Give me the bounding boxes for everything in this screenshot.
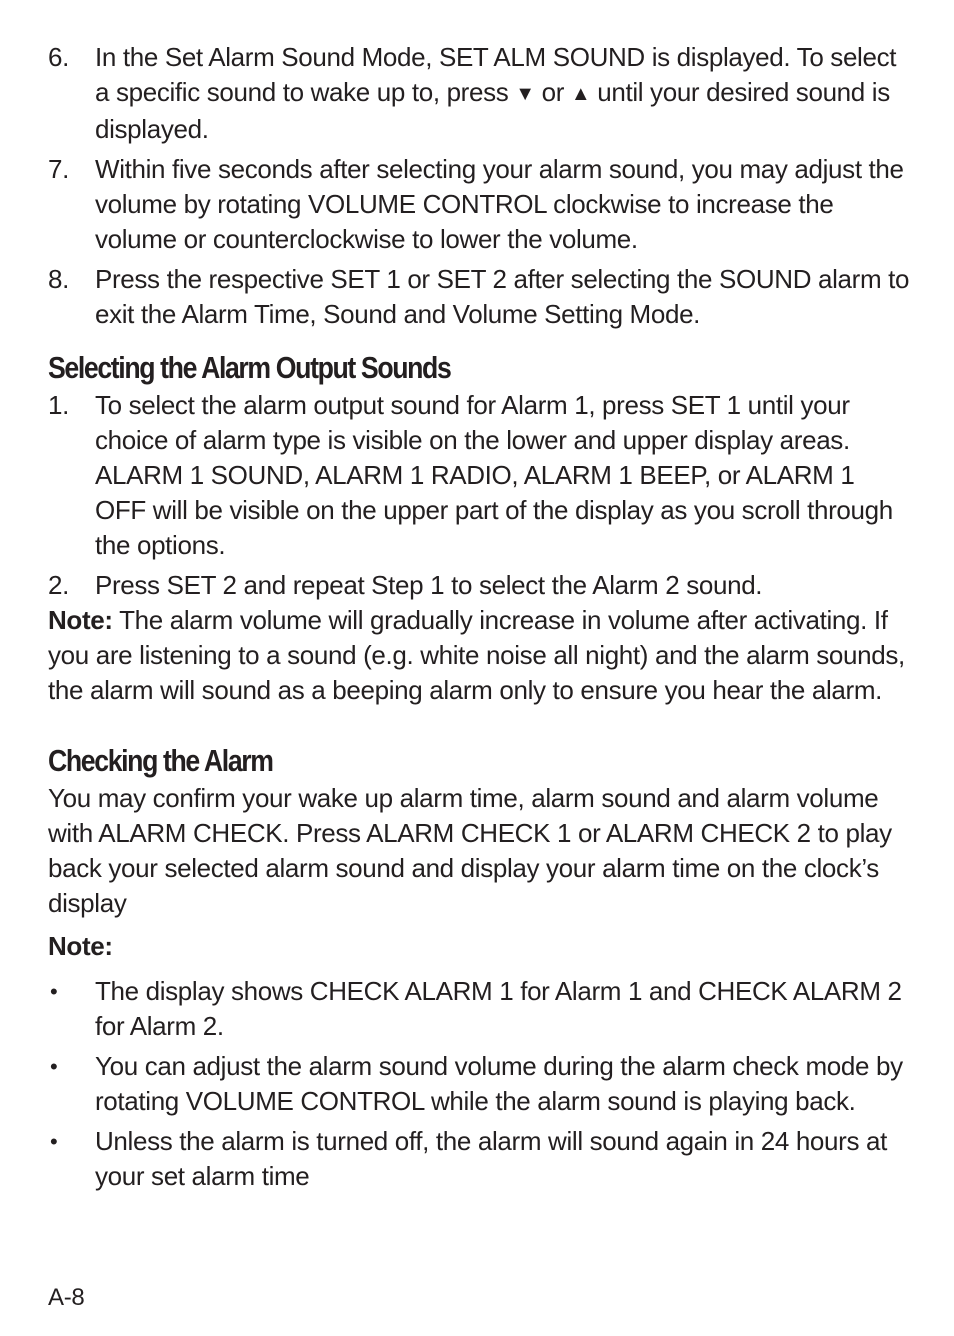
step-text-part: until your desired sound is displayed.: [95, 77, 890, 144]
section-heading-checking-alarm: Checking the Alarm: [48, 743, 273, 778]
output-sound-steps-list: [48, 388, 910, 603]
list-item: [48, 262, 910, 332]
step-number: 6.: [48, 42, 69, 72]
manual-page: [48, 40, 910, 1194]
step-text-part: In the Set Alarm Sound Mode, SET ALM SOUND is displayed. To select a specific sound to wake up to, press: [95, 42, 897, 107]
step-text-part: or: [534, 77, 571, 107]
step-text: Within five seconds after selecting your alarm sound, you may adjust the volume by rotating VOLUME CONTROL clockwise to increase the volume or counterclockwise to lower the volume.: [95, 154, 904, 254]
bullet-icon: •: [50, 1129, 58, 1154]
list-item: [48, 1124, 910, 1194]
step-text: [95, 40, 910, 147]
bullet-icon: •: [50, 1054, 58, 1079]
note-heading: Note:: [48, 931, 113, 961]
down-arrow-icon: ▼: [515, 83, 535, 105]
page-number: A-8: [48, 1284, 85, 1311]
bullet-text: Unless the alarm is turned off, the alarm will sound again in 24 hours at your set alarm time: [95, 1126, 887, 1191]
step-number: 1.: [48, 390, 69, 420]
step-number: 2.: [48, 570, 69, 600]
step-number: 7.: [48, 154, 69, 184]
checking-intro-paragraph: You may confirm your wake up alarm time, alarm sound and alarm volume with ALARM CHECK. Press ALARM CHECK 1 or ALARM CHECK 2 to play back your selected alarm sound and display your alarm time on the clock’s display: [48, 783, 892, 918]
check-notes-list: [48, 974, 910, 1194]
note-label: Note:: [48, 605, 113, 635]
list-item: [48, 40, 910, 147]
step-text: Press the respective SET 1 or SET 2 after selecting the SOUND alarm to exit the Alarm Time, Sound and Volume Setting Mode.: [95, 264, 910, 329]
list-item: [48, 152, 910, 257]
bullet-text: You can adjust the alarm sound volume during the alarm check mode by rotating VOLUME CONTROL while the alarm sound is playing back.: [95, 1051, 903, 1116]
volume-note: [48, 603, 910, 708]
list-item: [48, 568, 910, 603]
note-text: The alarm volume will gradually increase in volume after activating. If you are listening to a sound (e.g. white noise all night) and the alarm sounds, the alarm will sound as a beeping alarm only to ensure you hear the alarm.: [48, 605, 905, 705]
up-arrow-icon: ▲: [570, 83, 591, 105]
list-item: [48, 1049, 910, 1119]
list-item: [48, 388, 910, 563]
section-heading-output-sounds: Selecting the Alarm Output Sounds: [48, 350, 451, 385]
list-item: [48, 974, 910, 1044]
step-text: Press SET 2 and repeat Step 1 to select the Alarm 2 sound.: [95, 570, 763, 600]
bullet-icon: •: [50, 979, 58, 1004]
bullet-text: The display shows CHECK ALARM 1 for Alarm 1 and CHECK ALARM 2 for Alarm 2.: [95, 976, 902, 1041]
step-text: To select the alarm output sound for Alarm 1, press SET 1 until your choice of alarm type is visible on the lower and upper display areas. ALARM 1 SOUND, ALARM 1 RADIO, ALARM 1 BEEP, or ALARM 1 OFF will be visible on the upper part of the display as you scroll through the options.: [95, 390, 893, 560]
step-number: 8.: [48, 264, 69, 294]
setting-steps-list: [48, 40, 910, 332]
